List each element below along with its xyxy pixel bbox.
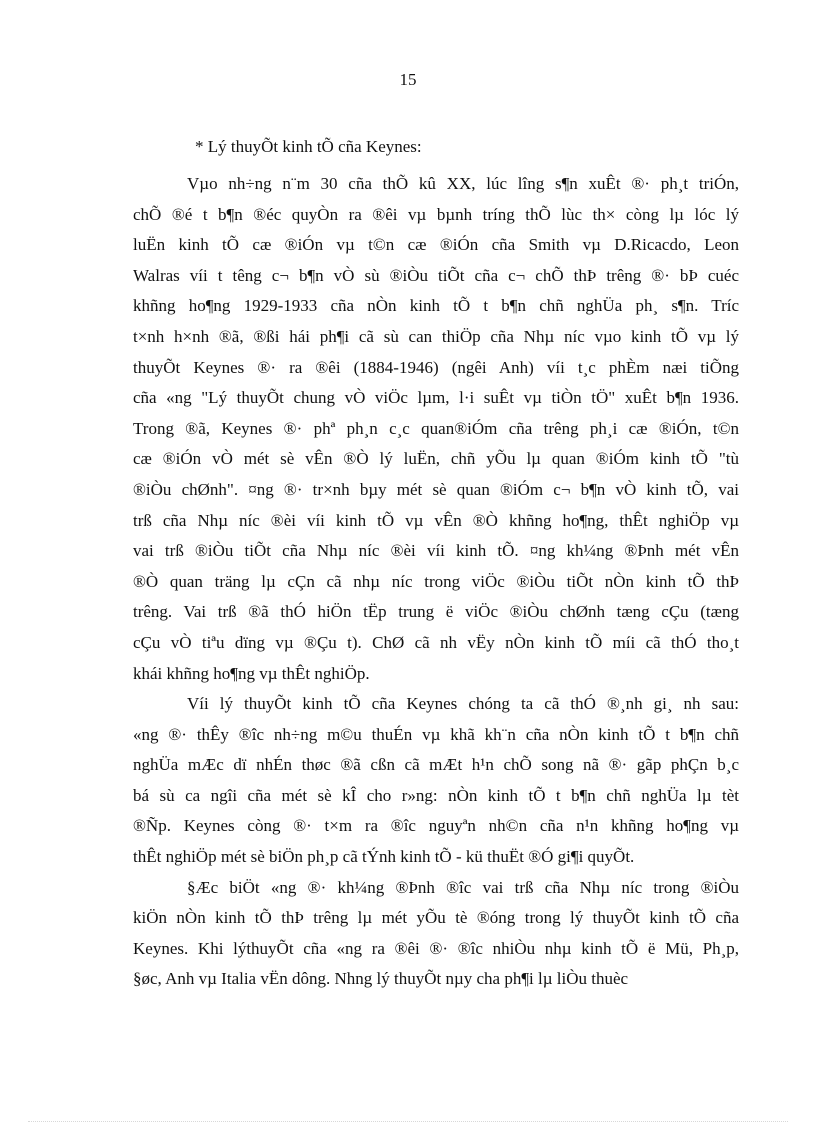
footer-divider	[28, 1121, 788, 1122]
text-line: thÊt nghiÖp mét sè biÖn ph¸p cã tÝnh kinh tÕ - kü thuËt ®Ó gi¶i quyÕt.	[133, 847, 635, 867]
text-line: ®Ñp. Keynes còng ®· t×m ra ®îc nguyªn nh©n cña n¹n khñng ho¶ng vµ	[133, 816, 739, 836]
text-line: Víi lý thuyÕt kinh tÕ cña Keynes chóng ta cã thÓ ®¸nh gi¸ nh sau:	[187, 694, 739, 714]
paragraph	[133, 873, 739, 995]
text-line: thuyÕt Keynes ®· ra ®êi (1884-1946) (ngêi Anh) víi t¸c phÈm næi tiÕng	[133, 357, 739, 377]
paragraphs	[133, 169, 739, 995]
text-line: kiÖn nÒn kinh tÕ thÞ trêng lµ mét yÕu tè ®óng trong lý thuyÕt kinh tÕ cña	[133, 908, 739, 928]
text-line: luËn kinh tÕ cæ ®iÓn vµ t©n cæ ®iÓn cña Smith vµ D.Ricacdo, Leon	[133, 235, 739, 255]
text-line: t×nh h×nh ®ã, ®ßi hái ph¶i cã sù can thiÖp cña Nhµ níc vµo kinh tÕ vµ lý	[133, 326, 739, 346]
text-line: trß cña Nhµ níc ®èi víi kinh tÕ vµ vÊn ®Ò khñng ho¶ng, thÊt nghiÖp vµ	[133, 510, 739, 530]
text-line: khái khñng ho¶ng vµ thÊt nghiÖp.	[133, 663, 370, 683]
paragraph	[133, 689, 739, 873]
text-line: ®iÒu chØnh". ¤ng ®· tr×nh bµy mét sè quan ®iÓm c¬ b¶n vÒ kinh tÕ, vai	[133, 479, 739, 499]
text-line: bá sù ca ngîi cña mét sè kÎ cho r»ng: nÒn kinh tÕ t b¶n chñ nghÜa lµ tèt	[133, 785, 739, 805]
text-line: cæ ®iÓn vÒ mét sè vÊn ®Ò lý luËn, chñ yÕu lµ quan ®iÓm kinh tÕ "tù	[133, 449, 739, 469]
text-line: khñng ho¶ng 1929-1933 cña nÒn kinh tÕ t b¶n chñ nghÜa ph¸ s¶n. Tríc	[133, 296, 739, 316]
text-line: ®Ò quan träng lµ cÇn cã nhµ níc trong viÖc ®iÒu tiÕt nÒn kinh tÕ thÞ	[133, 571, 739, 591]
text-line: Walras víi t têng c¬ b¶n vÒ sù ®iÒu tiÕt cña c¬ chÕ thÞ trêng ®· bÞ cuéc	[133, 265, 739, 285]
text-line: nghÜa mÆc dï nhÉn thøc ®ã cßn cã mÆt h¹n chÕ song nã ®· gãp phÇn b¸c	[133, 755, 739, 775]
text-line: vai trß ®iÒu tiÕt cña Nhµ níc ®èi víi kinh tÕ. ¤ng kh¼ng ®Þnh mét vÊn	[133, 541, 739, 561]
text-line: cÇu vÒ tiªu dïng vµ ®Çu t). ChØ cã nh vËy nÒn kinh tÕ míi cã thÓ tho¸t	[133, 632, 739, 652]
paragraph	[133, 169, 739, 689]
text-line: Vµo nh÷ng n¨m 30 cña thÕ kû XX, lúc lîng s¶n xuÊt ®· ph¸t triÓn,	[187, 174, 739, 193]
text-line: «ng ®· thÊy ®îc nh÷ng m©u thuÉn vµ khã kh¨n cña nÒn kinh tÕ t b¶n chñ	[133, 724, 739, 744]
text-line: cña «ng "Lý thuyÕt chung vÒ viÖc lµm, l·i suÊt vµ tiÒn tÖ" xuÊt b¶n 1936.	[133, 388, 739, 408]
text-line: §øc, Anh vµ Italia vËn dông. Nhng lý thuyÕt nµy cha ph¶i lµ liÒu thuèc	[133, 969, 629, 989]
body-text	[133, 132, 739, 995]
text-line: trêng. Vai trß ®ã thÓ hiÖn tËp trung ë viÖc ®iÒu chØnh tæng cÇu (tæng	[133, 602, 739, 622]
text-line: chÕ ®é t b¶n ®éc quyÒn ra ®êi vµ bµnh tríng thÕ lùc th× còng lµ lóc lý	[133, 204, 739, 224]
text-line: §Æc biÖt «ng ®· kh¼ng ®Þnh ®îc vai trß cña Nhµ níc trong ®iÒu	[187, 877, 739, 897]
text-line: Trong ®ã, Keynes ®· phª ph¸n c¸c quan®iÓm cña trêng ph¸i cæ ®iÓn, t©n	[133, 418, 739, 438]
page-number: 15	[399, 70, 417, 89]
text-line: Keynes. Khi lýthuyÕt cña «ng ra ®êi ®· ®îc nhiÒu nhµ kinh tÕ ë Mü, Ph¸p,	[133, 938, 739, 958]
section-heading: * Lý thuyÕt kinh tÕ cña Keynes:	[195, 137, 422, 156]
